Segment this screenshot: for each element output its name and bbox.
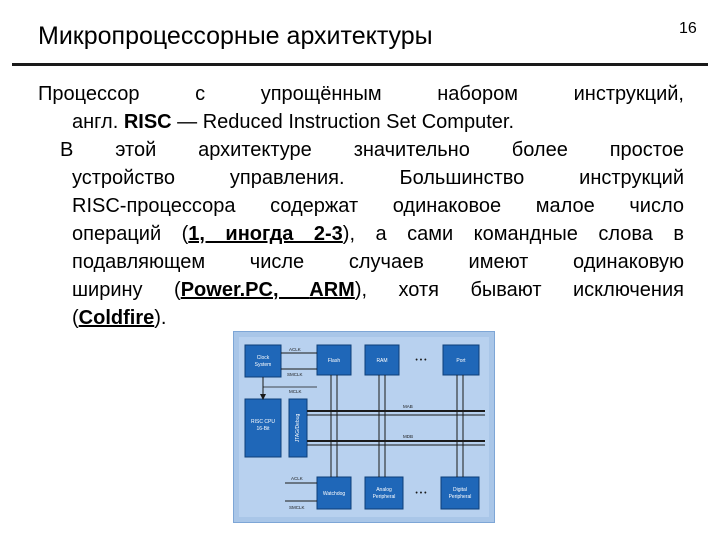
operations-count-link[interactable]: 1, иногда 2-3 bbox=[188, 223, 343, 245]
ellipsis-bottom: • • • bbox=[415, 490, 427, 497]
aclk-label-bottom: ACLK bbox=[291, 476, 303, 481]
jtag-label: JTAG/Debug bbox=[295, 413, 301, 443]
flash-label: Flash bbox=[327, 358, 341, 364]
risc-term: RISC bbox=[123, 111, 172, 133]
paragraph-2-line-1: В этой архитектуре значительно более простое bbox=[60, 139, 684, 161]
cpu-label: RISC CPU bbox=[251, 419, 275, 425]
cpu-label-2: 16-Bit bbox=[256, 426, 270, 432]
text-fragment: ), а сами командные слова в bbox=[342, 223, 684, 245]
text-fragment: ), хотя бывают исключения bbox=[354, 279, 684, 301]
paragraph-2-line-5: подавляющем числе случаев имеют одинаковую bbox=[72, 251, 684, 273]
paragraph-2 bbox=[38, 136, 684, 332]
ellipsis-top: • • • bbox=[415, 357, 427, 364]
paragraph-2-line-4 bbox=[38, 220, 684, 248]
text-fragment: англ. bbox=[72, 111, 124, 133]
title-underline bbox=[12, 63, 708, 66]
arm-link[interactable]: ARM bbox=[309, 279, 355, 301]
smclk-label-bottom: SMCLK bbox=[289, 505, 305, 510]
mab-label: MAB bbox=[403, 404, 413, 409]
mdb-label: MDB bbox=[403, 434, 413, 439]
paragraph-2-line-7 bbox=[38, 304, 684, 332]
text-fragment: операций ( bbox=[72, 223, 189, 245]
paragraph-2-line-2: устройство управления. Большинство инструкций bbox=[72, 167, 684, 189]
mclk-label: MCLK bbox=[289, 389, 302, 394]
page-number: 16 bbox=[679, 20, 697, 37]
analog-label-2: Peripheral bbox=[372, 494, 396, 500]
coldfire-link[interactable]: Coldfire bbox=[78, 307, 155, 329]
digital-peripheral-block bbox=[441, 477, 479, 509]
digital-label-2: Peripheral bbox=[448, 494, 472, 500]
aclk-label-top: ACLK bbox=[289, 347, 301, 352]
text-fragment: — Reduced Instruction Set Computer. bbox=[171, 111, 515, 133]
watchdog-label: Watchdog bbox=[322, 491, 346, 497]
paragraph-1-line-1: Процессор с упрощённым набором инструкций, bbox=[38, 83, 684, 105]
digital-label: Digital bbox=[453, 487, 467, 493]
port-label: Port bbox=[456, 358, 466, 364]
text-fragment: ( bbox=[72, 307, 79, 329]
analog-peripheral-block bbox=[365, 477, 403, 509]
slide-title: Микропроцессорные архитектуры bbox=[38, 22, 433, 50]
text-fragment: ширину ( bbox=[72, 279, 181, 301]
clock-system-label-2: System bbox=[254, 362, 272, 368]
paragraph-2-line-6 bbox=[38, 276, 684, 304]
clock-system-label: Clock bbox=[256, 355, 270, 361]
ram-label: RAM bbox=[376, 358, 388, 364]
analog-label: Analog bbox=[376, 487, 392, 493]
paragraph-2-line-3: RISC-процессора содержат одинаковое малое число bbox=[72, 195, 684, 217]
architecture-diagram bbox=[233, 331, 495, 523]
clock-system-block bbox=[245, 345, 281, 377]
powerpc-link[interactable]: Power.PC, bbox=[180, 279, 310, 301]
paragraph-1-line-2 bbox=[72, 108, 684, 136]
smclk-label-top: SMCLK bbox=[287, 372, 303, 377]
text-fragment: ). bbox=[154, 307, 167, 329]
